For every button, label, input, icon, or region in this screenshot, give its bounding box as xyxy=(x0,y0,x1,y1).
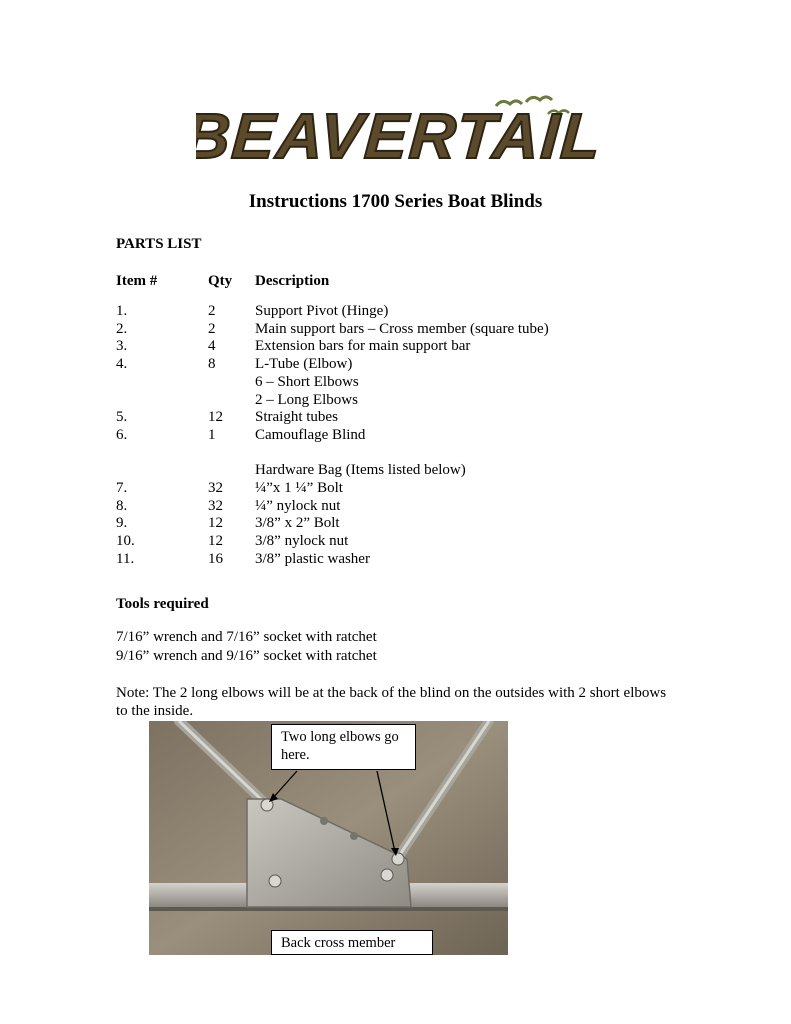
page-title: Instructions 1700 Series Boat Blinds xyxy=(248,191,543,212)
item-number: 4. xyxy=(116,356,128,373)
table-row xyxy=(116,321,549,339)
item-description: 2 – Long Elbows xyxy=(255,391,358,408)
item-qty: 12 xyxy=(208,409,223,426)
item-description: Support Pivot (Hinge) xyxy=(255,303,389,319)
item-qty: 8 xyxy=(208,356,216,373)
item-number: 7. xyxy=(116,480,128,497)
item-description: Straight tubes xyxy=(255,409,338,426)
parts-table xyxy=(116,273,549,569)
item-number: 6. xyxy=(116,426,128,443)
item-number: 11. xyxy=(116,550,135,567)
column-header: Item # xyxy=(116,273,158,289)
hardware-bag-heading: Hardware Bag (Items listed below) xyxy=(255,462,466,479)
table-row xyxy=(116,303,549,321)
item-number xyxy=(116,374,208,392)
table-row xyxy=(116,374,549,392)
item-qty: 2 xyxy=(208,320,216,337)
item-description: Camouflage Blind xyxy=(255,426,366,443)
spacer-row xyxy=(116,445,549,463)
callout-long-elbows: Two long elbows go here. xyxy=(271,724,416,770)
item-qty: 16 xyxy=(208,550,223,567)
column-header: Qty xyxy=(208,273,233,289)
item-qty: 32 xyxy=(208,480,223,497)
item-number: 1. xyxy=(116,303,128,319)
item-number: 10. xyxy=(116,533,135,550)
item-qty: 4 xyxy=(208,338,216,355)
logo-graphic xyxy=(196,92,601,172)
item-description: L-Tube (Elbow) xyxy=(255,356,353,373)
parts-list-heading: PARTS LIST xyxy=(116,236,202,252)
assembly-note: Note: The 2 long elbows will be at the back of the blind on the outsides with 2 short elbows to the inside. xyxy=(116,685,667,719)
item-qty xyxy=(208,392,255,410)
item-number: 2. xyxy=(116,320,128,337)
item-description: 3/8” x 2” Bolt xyxy=(255,515,340,532)
table-row xyxy=(116,533,549,551)
table-row xyxy=(116,392,549,410)
item-number: 9. xyxy=(116,515,128,532)
logo-text: BEAVERTAIL xyxy=(196,100,601,172)
item-description: ¼” nylock nut xyxy=(255,497,341,514)
item-qty xyxy=(208,374,255,392)
callout-back-cross-member: Back cross member xyxy=(271,930,433,955)
item-description: ¼”x 1 ¼” Bolt xyxy=(255,480,343,497)
item-qty: 12 xyxy=(208,515,223,532)
item-number: 3. xyxy=(116,338,128,355)
item-description: Main support bars – Cross member (square tube) xyxy=(255,320,549,337)
item-qty: 2 xyxy=(208,303,216,319)
item-description: 6 – Short Elbows xyxy=(255,373,359,390)
hardware-bag-row xyxy=(116,462,549,480)
item-number: 8. xyxy=(116,497,128,514)
table-row xyxy=(116,515,549,533)
beavertail-logo xyxy=(196,92,601,172)
item-description: Extension bars for main support bar xyxy=(255,338,471,355)
table-row xyxy=(116,409,549,427)
tools-heading: Tools required xyxy=(116,596,209,612)
table-row xyxy=(116,551,549,569)
table-row xyxy=(116,338,549,356)
table-row xyxy=(116,498,549,516)
item-qty: 32 xyxy=(208,497,223,514)
item-number xyxy=(116,392,208,410)
table-row xyxy=(116,480,549,498)
item-number: 5. xyxy=(116,409,128,426)
item-qty: 1 xyxy=(208,426,216,443)
item-qty: 12 xyxy=(208,533,223,550)
tools-line: 7/16” wrench and 7/16” socket with ratchet xyxy=(116,629,377,645)
table-row xyxy=(116,427,549,445)
table-row xyxy=(116,356,549,374)
item-description: 3/8” plastic washer xyxy=(255,550,370,567)
column-header: Description xyxy=(255,273,330,289)
item-description: 3/8” nylock nut xyxy=(255,533,349,550)
parts-table-header xyxy=(116,273,549,303)
tools-line: 9/16” wrench and 9/16” socket with ratchet xyxy=(116,648,377,664)
